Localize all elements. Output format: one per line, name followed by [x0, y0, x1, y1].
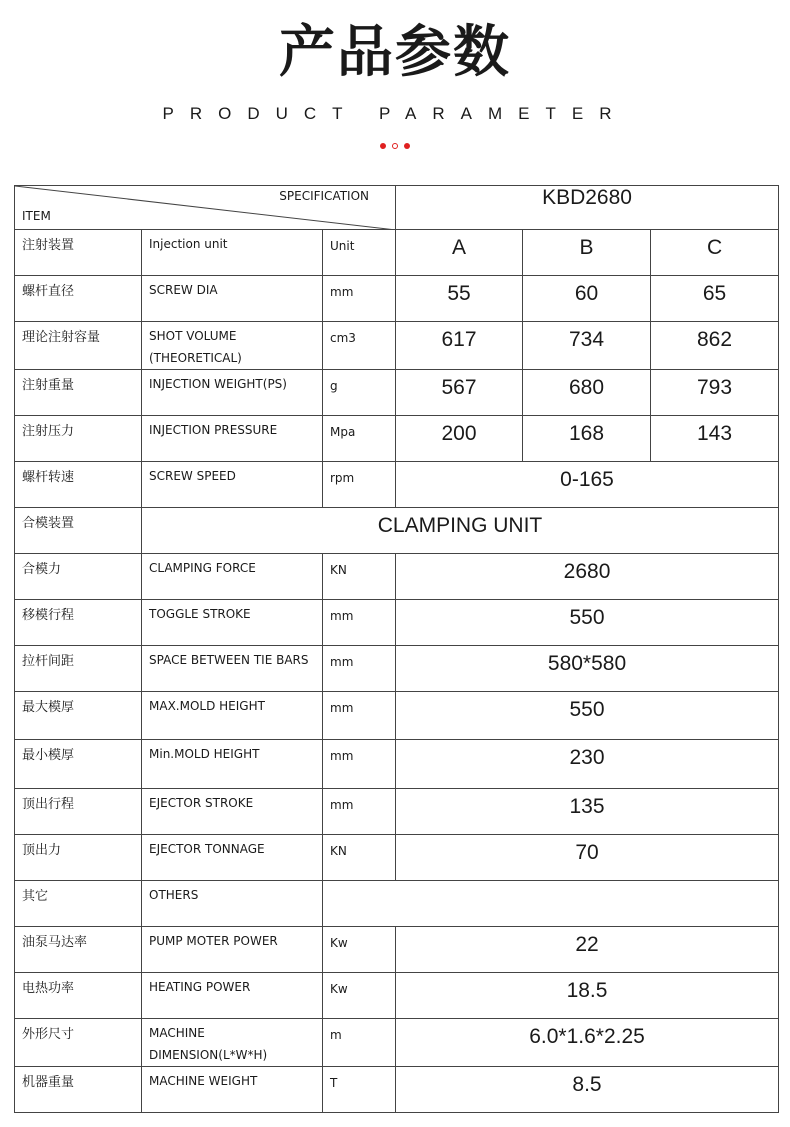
value-cell	[396, 973, 779, 1019]
item-name-en-text: MACHINE DIMENSION(L*W*H)	[149, 1026, 268, 1062]
item-name-cn	[15, 973, 142, 1019]
item-name-cn	[15, 927, 142, 973]
unit-cell-text: mm	[330, 655, 354, 669]
unit-cell	[323, 835, 396, 881]
specification-label: SPECIFICATION	[279, 189, 370, 203]
page-subtitle: PRODUCT PARAMETER	[162, 104, 628, 123]
model-name: KBD2680	[396, 186, 779, 230]
item-name-en-text: HEATING POWER	[149, 980, 251, 994]
item-name-cn-text: 顶出力	[22, 843, 62, 858]
item-name-en-text: OTHERS	[149, 888, 199, 902]
item-name-cn	[15, 416, 142, 462]
item-name-cn	[15, 740, 142, 789]
value-cell	[396, 692, 779, 740]
item-name-en	[142, 1019, 323, 1067]
item-name-cn	[15, 230, 142, 276]
unit-cell	[323, 1019, 396, 1067]
value-cell	[651, 322, 779, 370]
value-cell	[396, 370, 523, 416]
unit-cell-text: KN	[330, 563, 347, 577]
unit-cell	[323, 554, 396, 600]
item-name-en	[142, 554, 323, 600]
value-cell	[396, 230, 523, 276]
value-cell	[651, 370, 779, 416]
value-cell	[651, 276, 779, 322]
item-name-en	[142, 1067, 323, 1113]
table-row	[15, 646, 779, 692]
value-cell	[523, 230, 651, 276]
value-cell	[396, 1067, 779, 1113]
item-name-en-text: Injection unit	[149, 237, 228, 251]
item-name-cn	[15, 462, 142, 508]
value-cell	[523, 322, 651, 370]
item-name-en-text: INJECTION WEIGHT(PS)	[149, 377, 287, 391]
item-name-cn	[15, 692, 142, 740]
section-title	[142, 508, 779, 554]
item-name-en-text: SCREW DIA	[149, 283, 218, 297]
parameter-table-body	[15, 186, 779, 1113]
value-cell-text: A	[452, 236, 467, 259]
item-name-en	[142, 692, 323, 740]
value-cell-text: 65	[702, 282, 727, 305]
unit-cell	[323, 416, 396, 462]
value-cell	[396, 554, 779, 600]
value-cell-text: 617	[441, 328, 477, 351]
item-name-cn-text: 拉杆间距	[22, 654, 75, 669]
table-row	[15, 692, 779, 740]
value-cell	[396, 789, 779, 835]
item-name-en-text: MAX.MOLD HEIGHT	[149, 699, 265, 713]
item-name-cn-text: 注射装置	[22, 238, 75, 253]
unit-cell-text: Mpa	[330, 425, 356, 439]
item-name-en-text: SCREW SPEED	[149, 469, 236, 483]
item-name-cn-text: 其它	[22, 889, 49, 904]
table-row	[15, 508, 779, 554]
item-name-en-text: PUMP MOTER POWER	[149, 934, 278, 948]
unit-cell	[323, 462, 396, 508]
value-cell	[396, 835, 779, 881]
item-name-en	[142, 835, 323, 881]
item-name-cn-text: 最小模厚	[22, 748, 75, 763]
item-name-cn-text: 螺杆转速	[22, 470, 75, 485]
item-name-en-text: INJECTION PRESSURE	[149, 423, 278, 437]
item-name-cn-text: 注射重量	[22, 378, 75, 393]
item-label: ITEM	[22, 209, 51, 223]
unit-cell	[323, 927, 396, 973]
page-title: 产品参数	[279, 20, 511, 85]
value-cell	[396, 740, 779, 789]
item-name-en	[142, 600, 323, 646]
item-name-cn-text: 注射压力	[22, 424, 75, 439]
item-name-cn-text: 合模力	[22, 562, 62, 577]
item-name-en-text: MACHINE WEIGHT	[149, 1074, 258, 1088]
value-cell-text: 793	[697, 376, 733, 399]
item-name-cn	[15, 789, 142, 835]
item-name-cn	[15, 370, 142, 416]
table-row	[15, 462, 779, 508]
table-row	[15, 835, 779, 881]
value-cell-text: C	[706, 236, 723, 259]
value-cell	[396, 416, 523, 462]
value-cell-text: 680	[568, 376, 605, 399]
unit-cell-text: mm	[330, 609, 354, 623]
table-header-row	[15, 186, 779, 230]
item-name-cn	[15, 881, 142, 927]
table-row	[15, 230, 779, 276]
item-name-en-text: EJECTOR STROKE	[149, 796, 254, 810]
item-name-cn	[15, 322, 142, 370]
item-name-cn-text: 移模行程	[22, 608, 75, 623]
value-cell-text: 60	[574, 282, 599, 305]
unit-cell-text: mm	[330, 798, 354, 812]
item-name-cn-text: 外形尺寸	[22, 1027, 75, 1042]
unit-cell-text: Kw	[330, 936, 348, 950]
item-name-en	[142, 416, 323, 462]
value-cell-text: 230	[569, 746, 605, 769]
dot-icon	[404, 143, 410, 149]
item-name-cn-text: 顶出行程	[22, 797, 75, 812]
dot-icon	[380, 143, 386, 149]
item-name-cn-text: 螺杆直径	[22, 284, 75, 299]
value-cell-text: 8.5	[572, 1073, 602, 1096]
parameter-table	[14, 185, 779, 1113]
item-name-en	[142, 740, 323, 789]
value-cell-text: 734	[568, 328, 605, 351]
unit-cell	[323, 646, 396, 692]
item-name-cn-text: 合模装置	[22, 516, 75, 531]
unit-cell	[323, 370, 396, 416]
value-cell-text: 168	[568, 422, 605, 445]
item-name-cn-text: 机器重量	[22, 1075, 75, 1090]
value-cell	[396, 462, 779, 508]
value-cell-text: 18.5	[566, 979, 608, 1002]
table-row	[15, 370, 779, 416]
unit-cell-text: Kw	[330, 982, 348, 996]
table-row	[15, 1067, 779, 1113]
unit-cell-text: mm	[330, 701, 354, 715]
value-cell-text: 550	[569, 698, 605, 721]
value-cell	[523, 370, 651, 416]
table-row	[15, 554, 779, 600]
decorative-dots	[0, 141, 790, 151]
table-row	[15, 881, 779, 927]
value-cell-text: 550	[569, 606, 605, 629]
value-cell-text: 580*580	[547, 652, 627, 675]
item-name-cn	[15, 1067, 142, 1113]
value-cell-text: 70	[575, 841, 599, 864]
value-cell	[396, 322, 523, 370]
item-name-en-text: EJECTOR TONNAGE	[149, 842, 265, 856]
item-name-en-text: SPACE BETWEEN TIE BARS	[149, 653, 309, 667]
unit-cell	[323, 973, 396, 1019]
item-name-en-text: SHOT VOLUME (THEORETICAL)	[149, 329, 242, 365]
item-name-cn	[15, 554, 142, 600]
unit-cell-text: T	[330, 1076, 338, 1090]
table-row	[15, 927, 779, 973]
unit-cell-text: rpm	[330, 471, 355, 485]
unit-cell-text: m	[330, 1028, 342, 1042]
item-name-en	[142, 973, 323, 1019]
item-name-cn	[15, 835, 142, 881]
table-row	[15, 416, 779, 462]
item-name-cn-text: 最大模厚	[22, 700, 75, 715]
item-name-en	[142, 276, 323, 322]
item-name-en	[142, 927, 323, 973]
value-cell	[651, 416, 779, 462]
value-cell	[396, 276, 523, 322]
item-name-cn	[15, 1019, 142, 1067]
item-name-en	[142, 230, 323, 276]
unit-cell	[323, 230, 396, 276]
value-cell	[396, 646, 779, 692]
value-cell-text: 2680	[563, 560, 611, 583]
diagonal-header-cell	[15, 186, 396, 230]
item-name-cn-text: 理论注射容量	[22, 330, 101, 345]
unit-cell	[323, 740, 396, 789]
item-name-en	[142, 370, 323, 416]
ring-dot-icon	[392, 143, 398, 149]
value-cell	[523, 276, 651, 322]
item-name-cn	[15, 276, 142, 322]
table-row	[15, 973, 779, 1019]
item-name-cn-text: 电热功率	[22, 981, 75, 996]
value-cell	[523, 416, 651, 462]
section-title-text: CLAMPING UNIT	[377, 514, 543, 537]
value-cell-text: 135	[569, 795, 605, 818]
table-row	[15, 1019, 779, 1067]
value-cell	[651, 230, 779, 276]
value-cell-text: 0-165	[560, 468, 614, 491]
unit-cell	[323, 789, 396, 835]
value-cell-text: B	[579, 236, 594, 259]
unit-cell-text: g	[330, 379, 338, 393]
item-name-cn	[15, 646, 142, 692]
table-row	[15, 276, 779, 322]
unit-cell-text: mm	[330, 285, 354, 299]
item-name-cn-text: 油泵马达率	[22, 935, 88, 950]
value-cell-text: 862	[697, 328, 733, 351]
item-name-en	[142, 881, 323, 927]
item-name-en	[142, 789, 323, 835]
value-cell	[396, 600, 779, 646]
table-row	[15, 789, 779, 835]
value-cell-text: 6.0*1.6*2.25	[529, 1025, 645, 1048]
item-name-en-text: TOGGLE STROKE	[149, 607, 251, 621]
table-row	[15, 322, 779, 370]
item-name-en	[142, 462, 323, 508]
value-cell-text: 567	[441, 376, 477, 399]
item-name-en-text: CLAMPING FORCE	[149, 561, 256, 575]
unit-cell	[323, 1067, 396, 1113]
value-cell-text: 200	[441, 422, 477, 445]
value-cell-text: 55	[447, 282, 471, 305]
item-name-cn	[15, 600, 142, 646]
table-row	[15, 600, 779, 646]
item-name-cn	[15, 508, 142, 554]
unit-cell-text: mm	[330, 749, 354, 763]
item-name-en	[142, 646, 323, 692]
unit-cell-text: KN	[330, 844, 347, 858]
unit-cell-text: Unit	[330, 239, 355, 253]
value-cell-text: 22	[575, 933, 599, 956]
table-row	[15, 740, 779, 789]
unit-cell-text: cm3	[330, 331, 356, 345]
item-name-en	[142, 322, 323, 370]
unit-cell	[323, 322, 396, 370]
value-cell	[396, 927, 779, 973]
value-cell	[396, 1019, 779, 1067]
unit-cell	[323, 600, 396, 646]
item-name-en-text: Min.MOLD HEIGHT	[149, 747, 260, 761]
value-cell-text: 143	[697, 422, 733, 445]
empty-cell	[323, 881, 779, 927]
unit-cell	[323, 276, 396, 322]
unit-cell	[323, 692, 396, 740]
